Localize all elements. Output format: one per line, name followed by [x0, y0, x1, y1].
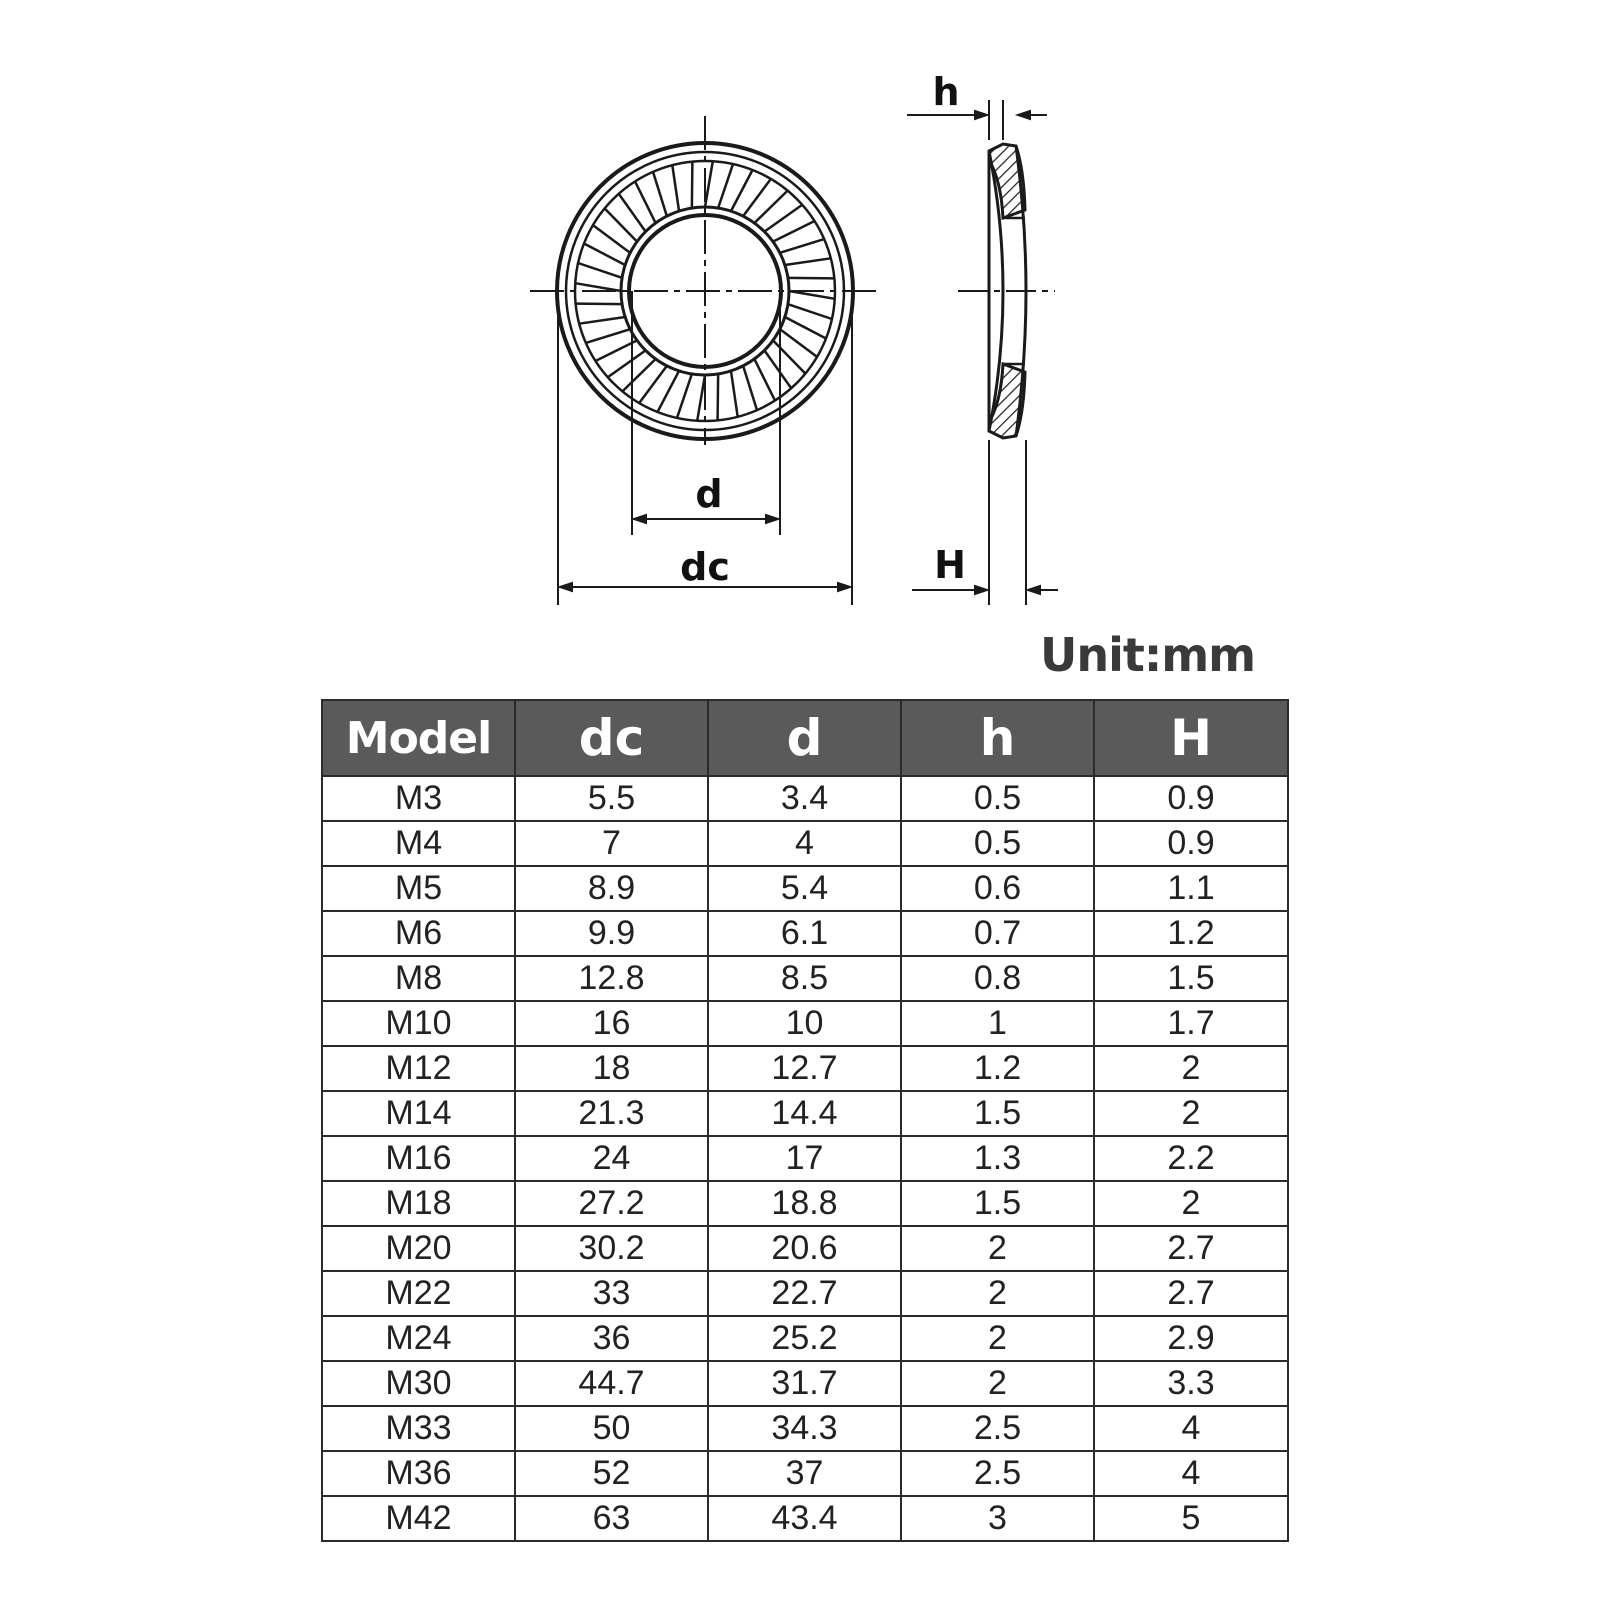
- label-dc: dc: [680, 545, 730, 589]
- table-row: [322, 956, 1288, 1001]
- cell-h: 2.5: [901, 1406, 1094, 1451]
- cell-dc: 27.2: [515, 1181, 708, 1226]
- cell-model: M42: [322, 1496, 515, 1541]
- serration-tooth: [788, 304, 832, 319]
- cell-d: 12.7: [708, 1046, 901, 1091]
- serration-tooth: [718, 164, 733, 208]
- cell-model: M14: [322, 1091, 515, 1136]
- serration-tooth: [785, 317, 826, 339]
- serration-tooth: [584, 243, 625, 265]
- cell-d: 17: [708, 1136, 901, 1181]
- label-d: d: [695, 472, 723, 516]
- cell-H: 4: [1094, 1406, 1288, 1451]
- cell-h: 2: [901, 1226, 1094, 1271]
- cell-d: 37: [708, 1451, 901, 1496]
- cell-dc: 9.9: [515, 911, 708, 956]
- cell-H: 1.5: [1094, 956, 1288, 1001]
- cell-H: 1.1: [1094, 866, 1288, 911]
- spec-table: [321, 699, 1289, 1542]
- cell-h: 2: [901, 1271, 1094, 1316]
- cell-h: 0.5: [901, 776, 1094, 821]
- cell-H: 0.9: [1094, 776, 1288, 821]
- cell-H: 2.7: [1094, 1226, 1288, 1271]
- cell-dc: 16: [515, 1001, 708, 1046]
- washer-front-view: [530, 116, 880, 445]
- serration-tooth: [789, 291, 835, 299]
- cell-model: M24: [322, 1316, 515, 1361]
- cell-model: M16: [322, 1136, 515, 1181]
- cell-d: 5.4: [708, 866, 901, 911]
- cell-h: 2: [901, 1316, 1094, 1361]
- table-row: [322, 1226, 1288, 1271]
- cell-H: 2: [1094, 1091, 1288, 1136]
- header-H: H: [1094, 700, 1288, 776]
- cell-model: M8: [322, 956, 515, 1001]
- table-row: [322, 776, 1288, 821]
- cell-h: 1.2: [901, 1046, 1094, 1091]
- cell-dc: 33: [515, 1271, 708, 1316]
- serration-tooth: [731, 371, 738, 417]
- table-row: [322, 1001, 1288, 1046]
- cell-dc: 63: [515, 1496, 708, 1541]
- cell-d: 22.7: [708, 1271, 901, 1316]
- cell-h: 2: [901, 1361, 1094, 1406]
- serration-tooth: [754, 359, 775, 401]
- cell-h: 1.3: [901, 1136, 1094, 1181]
- cell-d: 3.4: [708, 776, 901, 821]
- spec-table-body: [322, 776, 1288, 1541]
- serration-tooth: [705, 161, 713, 207]
- serration-tooth: [672, 165, 679, 211]
- cell-d: 34.3: [708, 1406, 901, 1451]
- serration-tooth: [780, 239, 824, 253]
- cell-d: 31.7: [708, 1361, 901, 1406]
- cell-d: 8.5: [708, 956, 901, 1001]
- cell-h: 1.5: [901, 1091, 1094, 1136]
- serration-tooth: [653, 172, 667, 216]
- table-row: [322, 1181, 1288, 1226]
- cell-model: M3: [322, 776, 515, 821]
- cell-model: M5: [322, 866, 515, 911]
- label-h: h: [932, 70, 960, 114]
- cell-dc: 21.3: [515, 1091, 708, 1136]
- cell-h: 2.5: [901, 1451, 1094, 1496]
- header-dc: dc: [515, 700, 708, 776]
- cell-H: 1.2: [1094, 911, 1288, 956]
- cell-H: 1.7: [1094, 1001, 1288, 1046]
- cell-H: 2.9: [1094, 1316, 1288, 1361]
- serration-tooth: [575, 283, 621, 291]
- serration-tooth: [718, 374, 719, 420]
- cell-H: 3.3: [1094, 1361, 1288, 1406]
- cell-H: 5: [1094, 1496, 1288, 1541]
- cell-h: 3: [901, 1496, 1094, 1541]
- cell-dc: 24: [515, 1136, 708, 1181]
- cell-h: 0.7: [901, 911, 1094, 956]
- label-H: H: [934, 543, 966, 587]
- serration-tooth: [677, 374, 692, 418]
- serration-tooth: [579, 317, 625, 324]
- cell-dc: 52: [515, 1451, 708, 1496]
- serration-tooth: [788, 278, 834, 279]
- table-row: [322, 866, 1288, 911]
- serration-tooth: [576, 304, 622, 305]
- serration-tooth: [595, 340, 637, 361]
- dimension-h: [907, 100, 1047, 140]
- cell-model: M20: [322, 1226, 515, 1271]
- cell-model: M33: [322, 1406, 515, 1451]
- cell-d: 20.6: [708, 1226, 901, 1271]
- cell-dc: 8.9: [515, 866, 708, 911]
- table-row: [322, 1091, 1288, 1136]
- table-row: [322, 1316, 1288, 1361]
- table-row: [322, 1136, 1288, 1181]
- serration-tooth: [635, 181, 656, 223]
- cell-dc: 30.2: [515, 1226, 708, 1271]
- table-row: [322, 1451, 1288, 1496]
- table-row: [322, 821, 1288, 866]
- cell-d: 10: [708, 1001, 901, 1046]
- cell-model: M10: [322, 1001, 515, 1046]
- header-model: Model: [322, 700, 515, 776]
- cell-model: M12: [322, 1046, 515, 1091]
- header-row: [322, 700, 1288, 776]
- cell-H: 2.2: [1094, 1136, 1288, 1181]
- cell-h: 0.5: [901, 821, 1094, 866]
- cell-d: 18.8: [708, 1181, 901, 1226]
- cell-H: 4: [1094, 1451, 1288, 1496]
- cell-H: 2.7: [1094, 1271, 1288, 1316]
- cell-d: 6.1: [708, 911, 901, 956]
- cell-dc: 50: [515, 1406, 708, 1451]
- header-h: h: [901, 700, 1094, 776]
- serration-tooth: [657, 371, 679, 412]
- serration-tooth: [785, 258, 831, 265]
- serration-tooth: [731, 170, 753, 211]
- cell-h: 1: [901, 1001, 1094, 1046]
- table-row: [322, 1496, 1288, 1541]
- serration-tooth: [773, 221, 815, 242]
- table-row: [322, 911, 1288, 956]
- cell-model: M36: [322, 1451, 515, 1496]
- washer-technical-drawing: [0, 0, 1600, 630]
- cell-H: 0.9: [1094, 821, 1288, 866]
- cell-dc: 7: [515, 821, 708, 866]
- cell-h: 0.8: [901, 956, 1094, 1001]
- serration-tooth: [697, 375, 705, 421]
- table-row: [322, 1406, 1288, 1451]
- serration-tooth: [586, 329, 630, 343]
- cell-dc: 12.8: [515, 956, 708, 1001]
- cell-model: M4: [322, 821, 515, 866]
- cell-model: M30: [322, 1361, 515, 1406]
- cell-model: M22: [322, 1271, 515, 1316]
- table-row: [322, 1361, 1288, 1406]
- serration-tooth: [578, 263, 622, 278]
- cell-H: 2: [1094, 1046, 1288, 1091]
- serration-tooth: [692, 162, 693, 208]
- cell-h: 0.6: [901, 866, 1094, 911]
- cell-dc: 18: [515, 1046, 708, 1091]
- washer-side-view: [958, 144, 1055, 438]
- serration-tooth: [743, 366, 757, 410]
- cell-H: 2: [1094, 1181, 1288, 1226]
- header-d: d: [708, 700, 901, 776]
- cell-d: 25.2: [708, 1316, 901, 1361]
- cell-d: 14.4: [708, 1091, 901, 1136]
- cell-h: 1.5: [901, 1181, 1094, 1226]
- cell-model: M18: [322, 1181, 515, 1226]
- cell-d: 43.4: [708, 1496, 901, 1541]
- spec-table-header: [322, 700, 1288, 776]
- table-row: [322, 1046, 1288, 1091]
- cell-model: M6: [322, 911, 515, 956]
- cell-dc: 44.7: [515, 1361, 708, 1406]
- table-row: [322, 1271, 1288, 1316]
- cell-d: 4: [708, 821, 901, 866]
- cell-dc: 5.5: [515, 776, 708, 821]
- cell-dc: 36: [515, 1316, 708, 1361]
- unit-label: Unit:mm: [1040, 628, 1256, 682]
